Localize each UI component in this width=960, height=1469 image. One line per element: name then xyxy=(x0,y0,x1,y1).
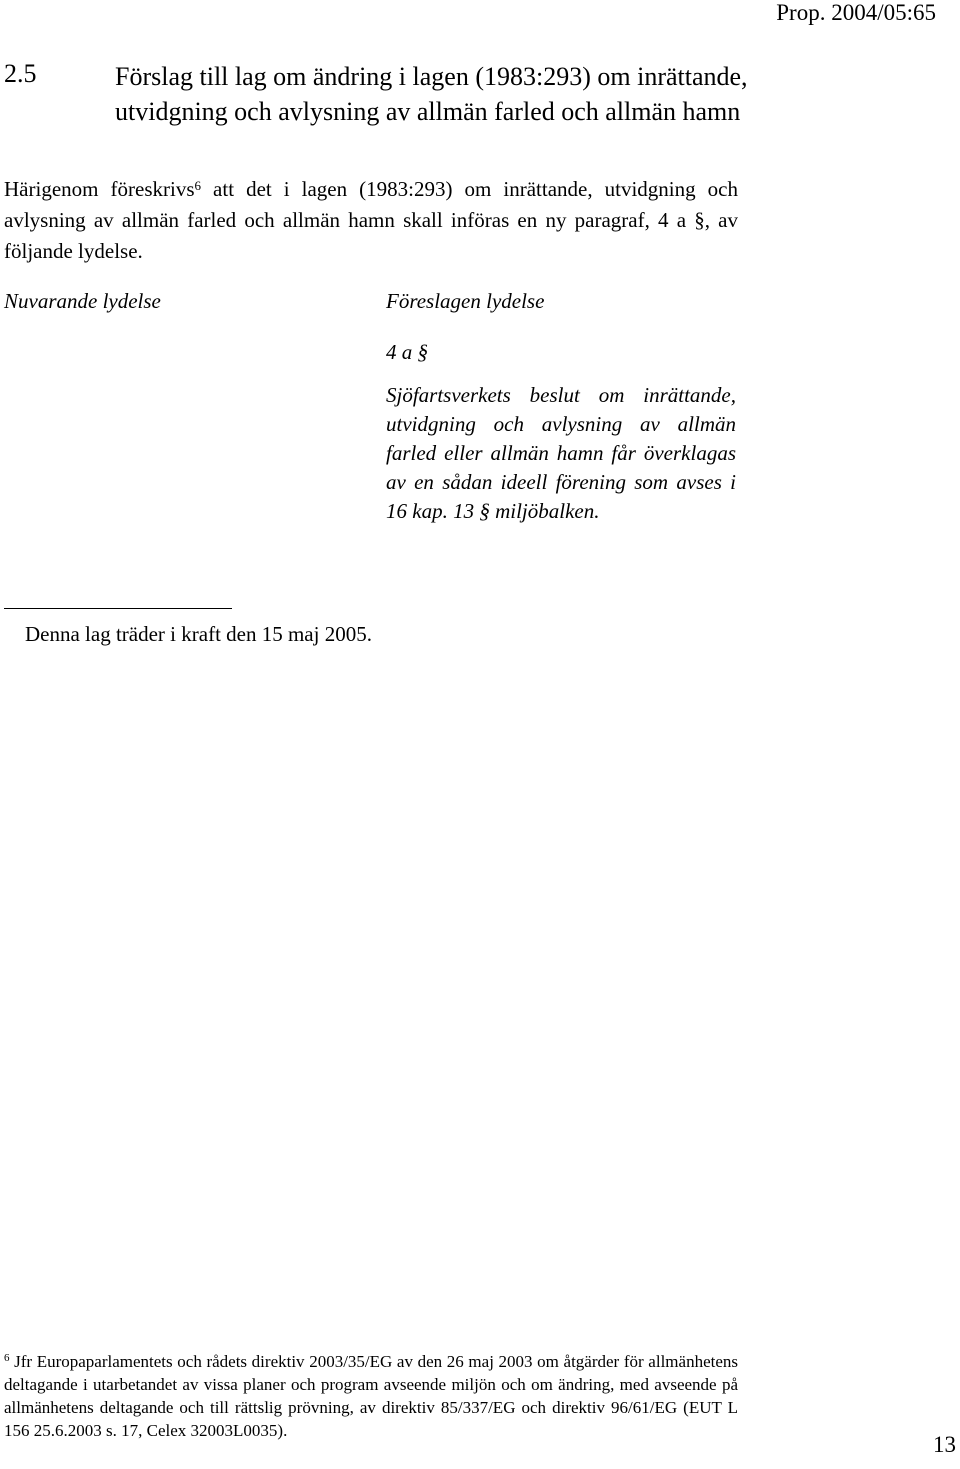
page-number: 13 xyxy=(933,1432,956,1457)
effective-date-text: Denna lag träder i kraft den 15 maj 2005. xyxy=(25,622,372,646)
footnote-mark: 6 xyxy=(4,1352,10,1364)
proposition-reference: Prop. 2004/05:65 xyxy=(776,0,936,25)
section-title: Förslag till lag om ändring i lagen (1983:293) om inrättande, utvidgning och avlysning av allmän farled och allmän hamn xyxy=(115,62,748,126)
section-number: 2.5 xyxy=(4,59,37,88)
current-wording-heading: Nuvarande lydelse xyxy=(4,289,161,313)
intro-paragraph xyxy=(4,174,738,267)
intro-text-start: Härigenom föreskrivs xyxy=(4,177,195,201)
paragraph-heading: 4 a § xyxy=(386,340,428,364)
proposed-wording-heading: Föreslagen lydelse xyxy=(386,289,545,313)
footnote-reference: 6 xyxy=(194,178,201,193)
footnote-text: Jfr Europaparlamentets och rådets direktiv 2003/35/EG av den 26 maj 2003 om åtgärder för allmänhetens deltagande i utarbetandet av vissa planer och program avseende miljön och om ändring, med avseende på allmänhetens deltagande och till rättslig prövning, av direktiv 85/337/EG och direktiv 96/61/EG (EUT L 156 25.6.2003 s. 17, Celex 32003L0035). xyxy=(4,1352,738,1440)
proposed-text: Sjöfartsverkets beslut om inrättande, utvidgning och avlysning av allmän farled eller allmän hamn får överklagas av en sådan ideell förening som avses i 16 kap. 13 § miljöbalken. xyxy=(386,383,736,523)
footnote xyxy=(4,1350,738,1442)
separator-rule xyxy=(4,608,232,609)
intro-text-rest: att det i lagen (1983:293) om inrättande, utvidgning och avlysning av allmän farled och allmän hamn skall införas en ny paragraf, 4 a §, av följande lydelse. xyxy=(4,177,738,263)
